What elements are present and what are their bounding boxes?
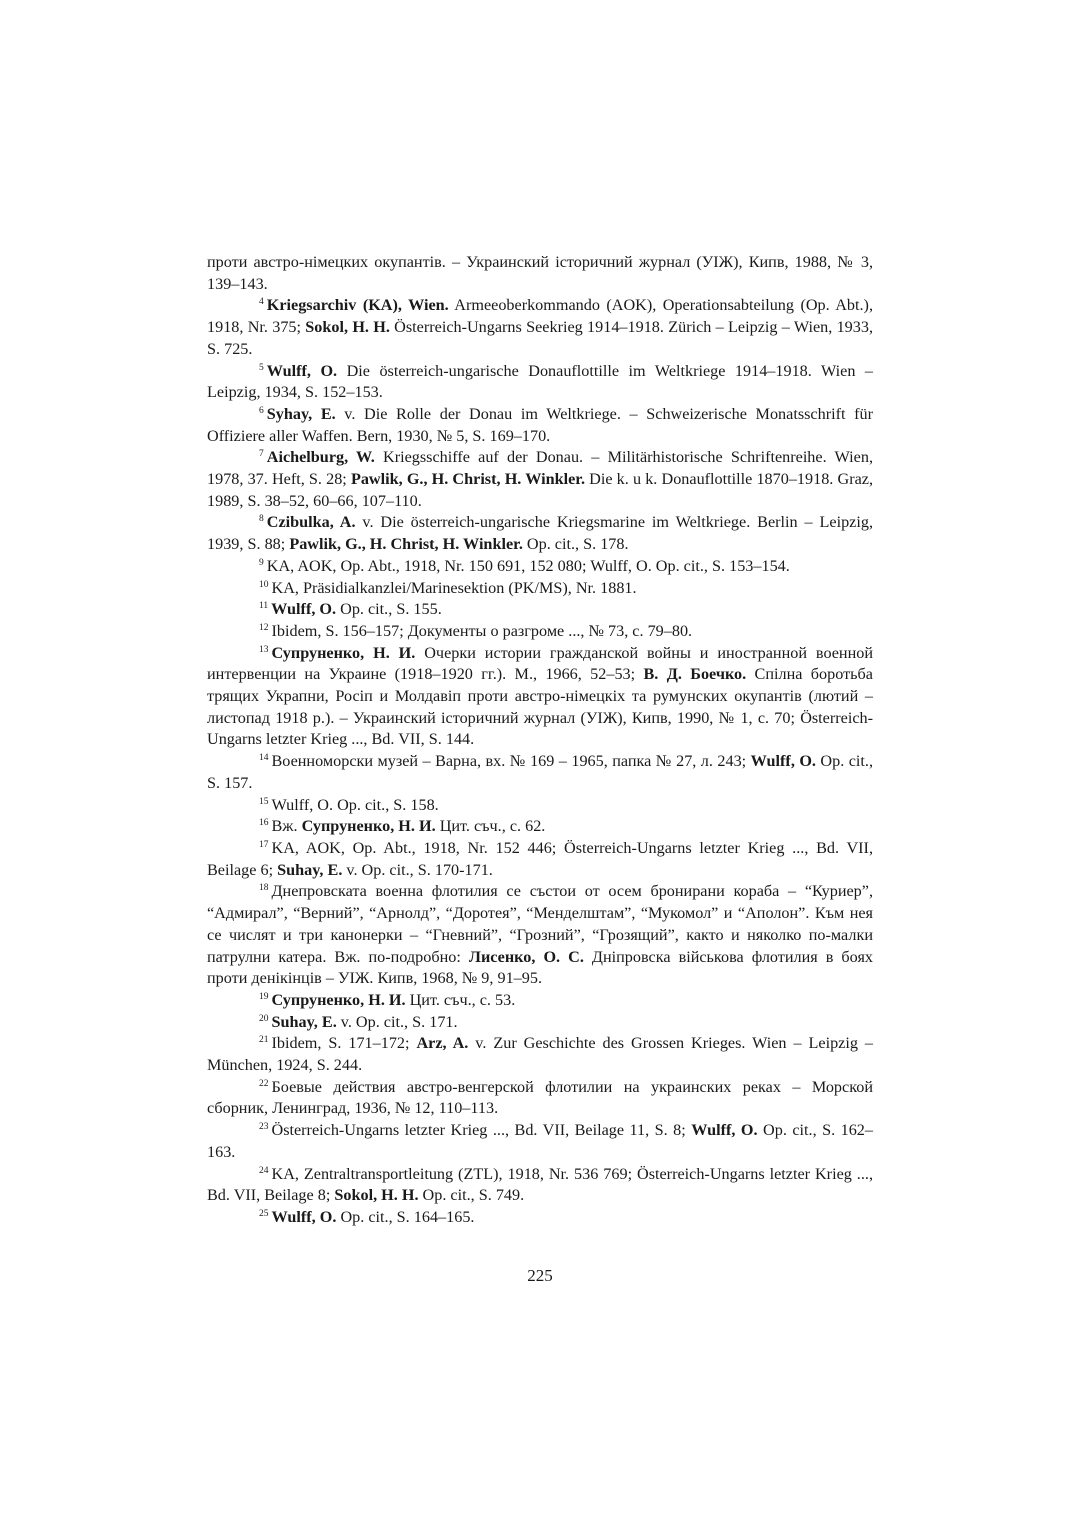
footnote-text: v. Die Rolle der Donau im Weltkriege. – Schweizerische Monatsschrift für Offiziere aller Waffen. Bern, 1930, № 5, S. 169–170. [207,404,873,445]
footnote-text: Op. cit., S. 162–163. [207,1121,873,1161]
footnote-number: 10 [259,579,269,590]
footnote-text: Die k. u k. Donauflottille 1870–1918. Graz, 1989, S. 38–52, 60–66, 107–110. [207,470,873,510]
footnote-text: Военноморски музей – Варна, вх. № 169 – 1965, папка № 27, л. 243; [271,752,751,771]
footnote-number: 20 [259,1013,269,1024]
footnote [207,361,873,404]
footnote-author: Лисенко, О. С. [468,947,584,966]
page-number: 225 [527,1266,553,1285]
footnotes-block [207,252,873,1229]
footnote-number: 21 [259,1035,269,1046]
footnote-author: Sokol, H. H. [305,318,390,337]
footnote-author: Pawlik, G., H. Christ, H. Winkler. [350,470,586,489]
footnote-text: Wulff, O. Op. cit., S. 158. [271,795,439,814]
footnote-text: Дніпровска військова флотилия в боях проти денікінців – УІЖ. Кипв, 1968, № 9, 91–95. [207,947,873,988]
footnote-list [207,295,873,1228]
footnote-number: 24 [259,1165,269,1176]
footnote-author: Kriegsarchiv (KA), Wien. [266,296,449,315]
footnote-number: 18 [259,883,269,894]
footnote-number: 7 [259,449,264,460]
footnote [207,838,873,881]
footnote-text: Österreich-Ungarns Seekrieg 1914–1918. Zürich – Leipzig – Wien, 1933, S. 725. [207,318,874,358]
footnote-text: Op. cit., S. 749. [418,1186,525,1205]
footnote-number: 25 [259,1208,269,1219]
footnote [207,512,873,555]
footnote [207,621,873,643]
footnote-number: 11 [259,601,269,612]
footnote [207,578,873,600]
footnote-author: Arz, A. [416,1034,469,1053]
footnote-text: v. Op. cit., S. 171. [336,1012,458,1031]
footnote-author: Wulff, O. [271,1207,337,1226]
footnote [207,990,873,1012]
footnote-text: KA, AOK, Op. Abt., 1918, Nr. 152 446; Österreich-Ungarns letzter Krieg ..., Bd. VII, Beilage 6; [207,838,873,879]
footnote [207,1077,873,1120]
footnote-text: Op. cit., S. 164–165. [336,1207,475,1226]
footnote [207,599,873,621]
footnote-text: KA, Präsidialkanzlei/Marinesektion (PK/MS), Nr. 1881. [271,578,637,597]
footnote-author: Sokol, H. H. [334,1186,419,1205]
footnote-author: Aichelburg, W. [266,448,375,467]
footnote-number: 4 [259,297,264,308]
footnote-text: Цит. съч., с. 53. [405,990,516,1009]
footnote-author: Супруненко, Н. И. [271,990,406,1009]
footnote-author: Syhay, E. [266,404,336,423]
footnote-author: Wulff, O. [750,752,816,771]
footnote-text: v. Die österreich-ungarische Kriegsmarine im Weltkriege. Berlin – Leipzig, 1939, S. 88; [207,513,873,554]
footnote-number: 22 [259,1078,269,1089]
footnote [207,447,873,512]
footnote-continuation: проти австро-німецких окупантів. – Украинский історичний журнал (УІЖ), Кипв, 1988, № 3, 139–143. [207,253,873,293]
footnote [207,1120,873,1163]
footnote-number: 23 [259,1122,269,1133]
footnote-number: 15 [259,796,269,807]
footnote [207,1033,873,1076]
footnote-author: Suhay, E. [277,860,343,879]
footnote [207,295,873,360]
footnote-author: Wulff, O. [691,1121,758,1140]
footnote-text: Днепровската военна флотилия се състои от осем бронирани кораба – “Куриер”, “Адмирал”, “Верний”, “Арнолд”, “Доротея”, “Менделштам”, “Мукомол” и “Аполон”. Към нея се числят и три канонерки – “Гневний”, “Грозний”, “Грозящий”, както и няколко по-малки патрулни катера. Вж. по-подробно: [207,882,873,966]
footnote-text: Цит. съч., с. 62. [435,817,546,836]
footnote-text: Op. cit., S. 178. [522,535,629,554]
footnote-number: 8 [259,514,264,525]
footnote-text: Ibidem, S. 156–157; Документы о разгроме ..., № 73, с. 79–80. [271,621,693,640]
footnote [207,816,873,838]
footnote [207,881,873,990]
footnote-number: 16 [259,818,269,829]
footnote-author: В. Д. Боечко. [643,665,747,684]
footnote-text: v. Op. cit., S. 170-171. [342,860,493,879]
footnote-text: Спілна боротьба трящих Украпни, Росіп и Молдавіп проти австро-німецкіх та румунских окупантів (лютий – листопад 1918 р.). – Украинский історичний журнал (УІЖ), Кипв, 1990, № 1, с. 70; Österreich-Ungarns letzter Krieg ..., Bd. VII, S. 144. [207,665,873,749]
footnote-number: 14 [259,753,269,764]
footnote-number: 6 [259,405,264,416]
footnote [207,795,873,817]
footnote-text: Вж. [271,817,302,836]
footnote-text: Ibidem, S. 171–172; [271,1034,417,1053]
footnote-author: Pawlik, G., H. Christ, H. Winkler. [289,535,523,554]
footnote-text: KA, AOK, Op. Abt., 1918, Nr. 150 691, 152 080; Wulff, O. Op. cit., S. 153–154. [266,556,790,575]
footnote-number: 5 [259,362,264,373]
footnote-text: Op. cit., S. 155. [336,600,442,619]
footnote-text: KA, Zentraltransportleitung (ZTL), 1918, Nr. 536 769; Österreich-Ungarns letzter Krieg ..., Bd. VII, Beilage 8; [207,1164,873,1205]
footnote-number: 19 [259,991,269,1002]
footnote [207,404,873,447]
footnote-text: Die österreich-ungarische Donauflottille im Weltkriege 1914–1918. Wien – Leipzig, 1934, S. 152–153. [207,361,873,402]
footnote-text: Kriegsschiffe auf der Donau. – Militärhistorische Schriftenreihe. Wien, 1978, 37. Heft, S. 28; [207,448,874,489]
footnote-author: Wulff, O. [271,600,337,619]
footnote-author: Супруненко, Н. И. [301,817,436,836]
footnote [207,1012,873,1034]
footnote-number: 17 [259,839,269,850]
footnote-text: Очерки истории гражданской войны и иностранной военной интервенции на Украине (1918–1920 гг.). М., 1966, 52–53; [207,643,874,684]
footnote-number: 12 [259,622,269,633]
footnote-text: Op. cit., S. 157. [207,752,873,792]
footnote-number: 9 [259,557,264,568]
footnote [207,1207,873,1229]
footnote-author: Супруненко, Н. И. [271,643,416,662]
footnote [207,751,873,794]
footnote-text: Armeeoberkommando (AOK), Operationsabteilung (Op. Abt.), 1918, Nr. 375; [207,296,873,337]
footnote-number: 13 [259,644,269,655]
footnote-author: Czibulka, A. [266,513,356,532]
footnote-author: Suhay, E. [271,1012,337,1031]
footnote-text: Österreich-Ungarns letzter Krieg ..., Bd. VII, Beilage 11, S. 8; [271,1121,692,1140]
footnote [207,556,873,578]
footnote-text: v. Zur Geschichte des Grossen Krieges. Wien – Leipzig – München, 1924, S. 244. [207,1034,873,1075]
footnote-text: Боевые действия австро-венгерской флотилии на украинских реках – Морской сборник, Ленинград, 1936, № 12, 110–113. [207,1077,873,1118]
footnote-author: Wulff, O. [266,361,338,380]
footnote [207,1164,873,1207]
footnote [207,643,873,752]
